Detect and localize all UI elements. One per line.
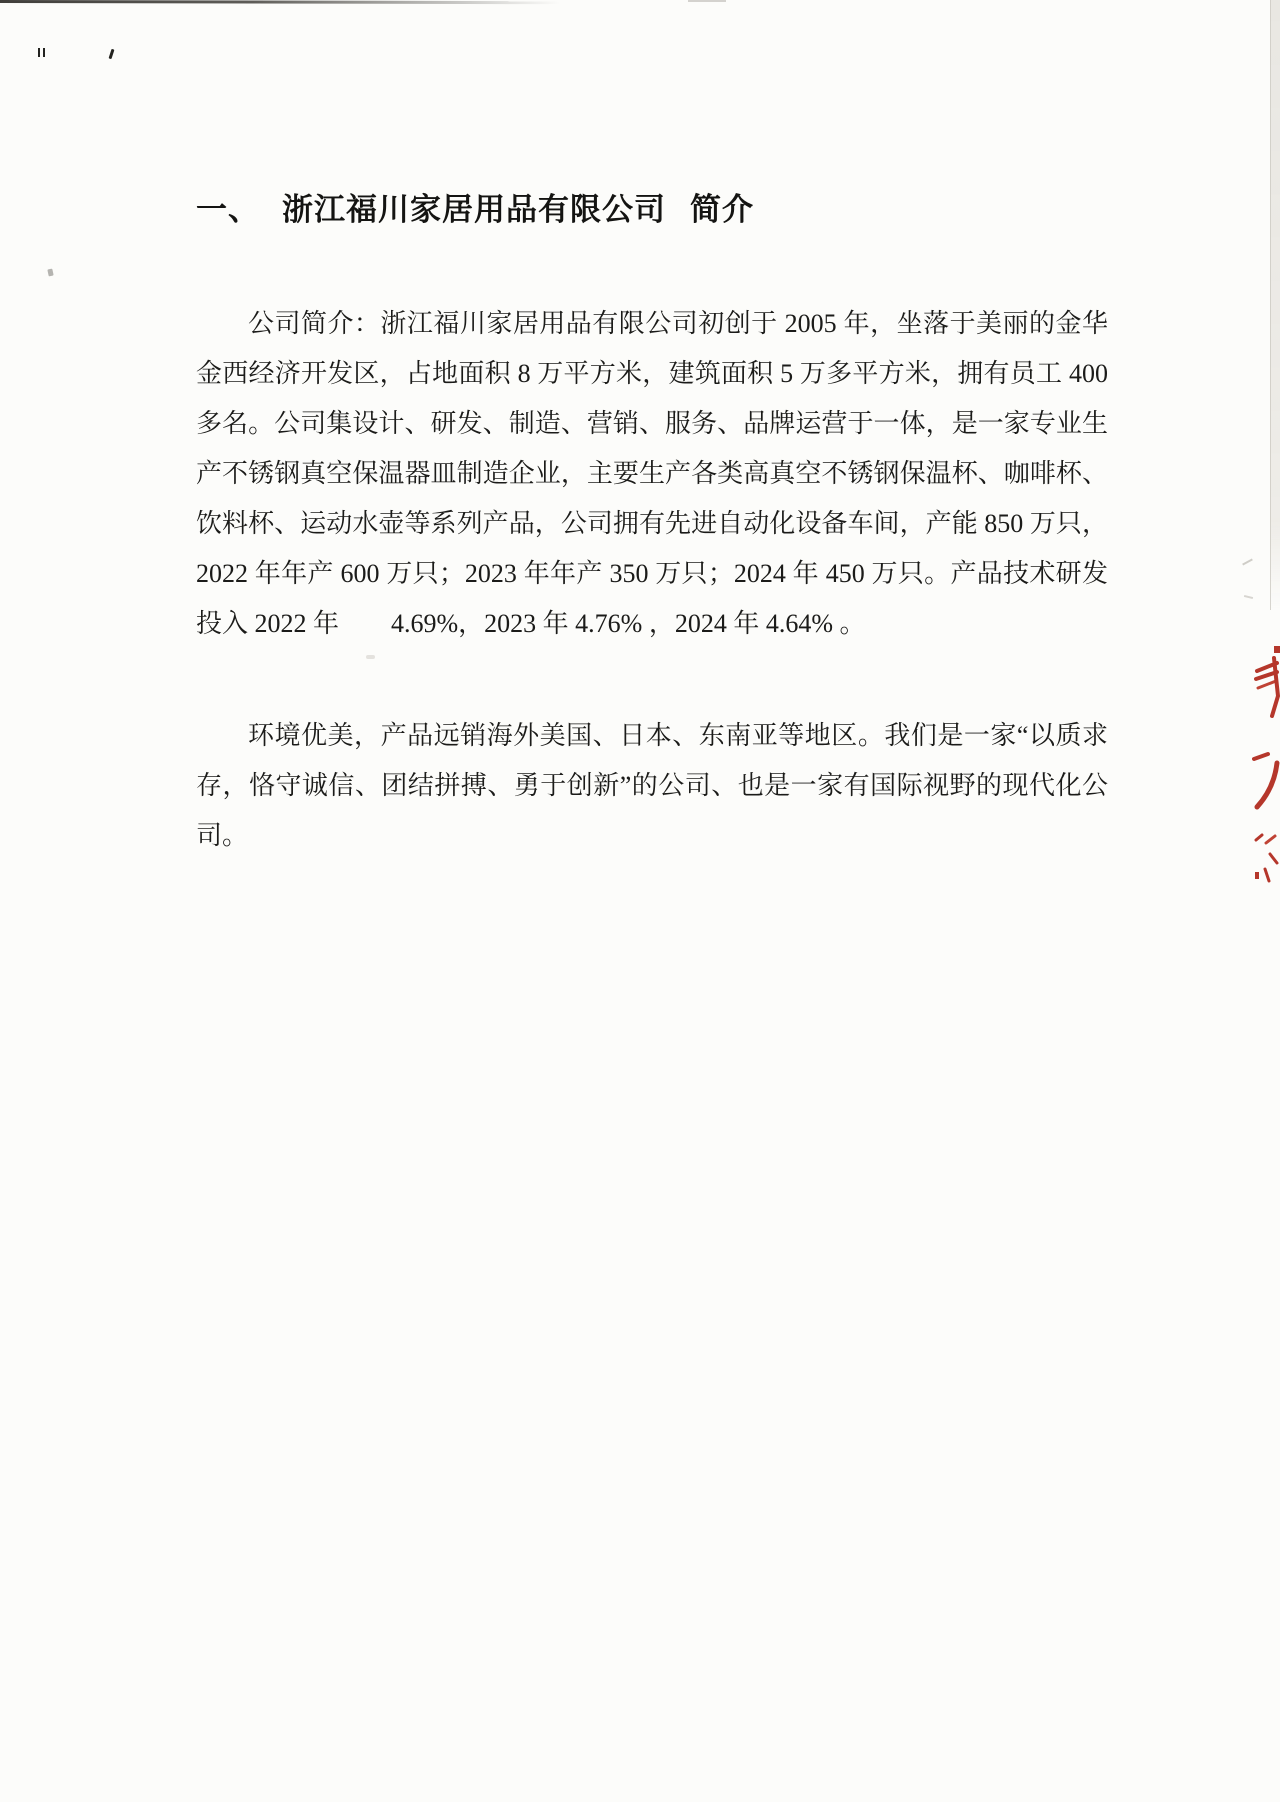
section-heading [196, 189, 754, 231]
red-stamp-fragment [1252, 832, 1280, 889]
red-stamp-fragment [1254, 646, 1280, 723]
scan-speck [47, 269, 53, 277]
company-name: 浙江福川家居用品有限公司 [282, 191, 666, 227]
scan-speck [366, 655, 375, 659]
text-line: 存，恪守诚信、团结拼搏、勇于创新”的公司、也是一家有国际视野的现代化公 [196, 771, 1108, 800]
pencil-mark [1242, 559, 1253, 566]
text-line: 产不锈钢真空保温器皿制造企业，主要生产各类高真空不锈钢保温杯、咖啡杯、 [196, 459, 1108, 488]
text-line: 司。 [196, 821, 249, 850]
scan-page-edge-shadow [1270, 0, 1280, 610]
text-line: 2022 年年产 600 万只；2023 年年产 350 万只；2024 年 450 万只。产品技术研发 [196, 559, 1108, 588]
paragraph-company-values [196, 711, 1108, 861]
text-line: 饮料杯、运动水壶等系列产品，公司拥有先进自动化设备车间，产能 850 万只， [196, 509, 1108, 538]
pencil-mark [1244, 595, 1253, 599]
text-line: 公司简介：浙江福川家居用品有限公司初创于 2005 年，坐落于美丽的金华 [248, 309, 1108, 338]
heading-suffix: 简介 [690, 191, 754, 227]
scan-smudge-top [688, 0, 726, 2]
scan-edge-artifact-top [0, 0, 560, 4]
text-line: 投入 2022 年 4.69%，2023 年 4.76% ，2024 年 4.64% 。 [196, 609, 866, 638]
section-number: 一、 [196, 191, 260, 227]
text-line: 多名。公司集设计、研发、制造、营销、服务、品牌运营于一体，是一家专业生 [196, 409, 1108, 438]
paragraph-company-intro [196, 299, 1108, 649]
red-stamp-fragment [1252, 750, 1280, 815]
text-line: 环境优美，产品远销海外美国、日本、东南亚等地区。我们是一家“以质求 [248, 721, 1108, 750]
scan-speck [38, 48, 45, 57]
text-line: 金西经济开发区，占地面积 8 万平方米，建筑面积 5 万多平方米，拥有员工 400 [196, 359, 1108, 388]
scan-speck [109, 49, 115, 59]
